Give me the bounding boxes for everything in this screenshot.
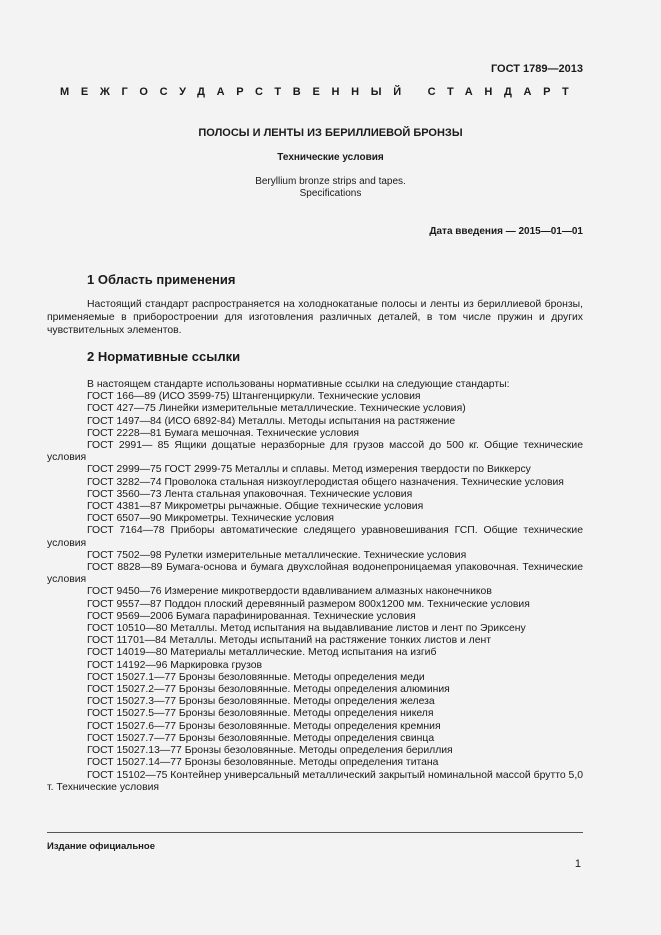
reference-item: ГОСТ 15027.13—77 Бронзы безоловянные. Методы определения бериллия — [87, 745, 453, 757]
reference-item: ГОСТ 7502—98 Рулетки измерительные металлические. Технические условия — [87, 549, 467, 561]
footer-divider — [47, 832, 583, 833]
section-2-heading: 2 Нормативные ссылки — [87, 349, 241, 364]
reference-item: ГОСТ 2228—81 Бумага мешочная. Технические условия — [87, 427, 360, 439]
reference-item: ГОСТ 15027.2—77 Бронзы безоловянные. Методы определения алюминия — [87, 684, 450, 696]
reference-item: ГОСТ 15027.5—77 Бронзы безоловянные. Методы определения никеля — [87, 708, 434, 720]
reference-item: ГОСТ 3282—74 Проволока стальная низкоуглеродистая общего назначения. Технические условия — [87, 476, 564, 488]
reference-item: ГОСТ 4381—87 Микрометры рычажные. Общие технические условия — [87, 501, 424, 513]
reference-item: ГОСТ 9450—76 Измерение микротвердости вдавливанием алмазных наконечников — [87, 586, 492, 598]
edition-label: Издание официальное — [47, 841, 155, 852]
reference-item: ГОСТ 10510—80 Металлы. Метод испытания на выдавливание листов и лент по Эриксену — [87, 623, 526, 635]
reference-item: ГОСТ 15102—75 Контейнер универсальный металлический закрытый номинальной массой брутто 5,0 т. Технические условия — [47, 769, 583, 793]
english-title — [0, 176, 661, 200]
document-subtitle: Технические условия — [277, 152, 384, 163]
section-1-heading: 1 Область применения — [87, 272, 236, 287]
reference-item: ГОСТ 427—75 Линейки измерительные металлические. Технические условия) — [87, 403, 466, 415]
reference-item: ГОСТ 6507—90 Микрометры. Технические условия — [87, 513, 335, 525]
reference-item: ГОСТ 9557—87 Поддон плоский деревянный размером 800х1200 мм. Технические условия — [87, 598, 530, 610]
interstate-standard-label: МЕЖГОСУДАРСТВЕННЫЙ СТАНДАРТ — [60, 86, 581, 98]
references-intro: В настоящем стандарте использованы нормативные ссылки на следующие стандарты: — [87, 379, 510, 390]
reference-item: ГОСТ 2991— 85 Ящики дощатые неразборные для грузов массой до 500 кг. Общие технические условия — [47, 440, 583, 464]
normative-references-list — [47, 379, 583, 794]
document-title: ПОЛОСЫ И ЛЕНТЫ ИЗ БЕРИЛЛИЕВОЙ БРОНЗЫ — [198, 127, 463, 139]
introduction-date: Дата введения — 2015—01—01 — [429, 226, 583, 237]
reference-item: ГОСТ 15027.6—77 Бронзы безоловянные. Методы определения кремния — [87, 720, 441, 732]
reference-item: ГОСТ 15027.14—77 Бронзы безоловянные. Методы определения титана — [87, 757, 439, 769]
reference-item: ГОСТ 1497—84 (ИСО 6892-84) Металлы. Методы испытания на растяжение — [87, 415, 456, 427]
reference-item: ГОСТ 7164—78 Приборы автоматические следящего уравновешивания ГСП. Общие технические условия — [47, 525, 583, 549]
reference-item: ГОСТ 11701—84 Металлы. Методы испытаний на растяжение тонких листов и лент — [87, 635, 492, 647]
reference-item: ГОСТ 3560—73 Лента стальная упаковочная. Технические условия — [87, 488, 413, 500]
reference-item: ГОСТ 14192—96 Маркировка грузов — [87, 659, 263, 671]
section-1-text: Настоящий стандарт распространяется на холоднокатаные полосы и ленты из бериллиевой бронзы, применяемые в приборостроении для изготовления различных деталей, в том числе пружин и других чувствительных элементов. — [47, 299, 583, 336]
reference-item: ГОСТ 14019—80 Материалы металлические. Метод испытания на изгиб — [87, 647, 437, 659]
reference-item: ГОСТ 15027.1—77 Бронзы безоловянные. Методы определения меди — [87, 671, 425, 683]
reference-item: ГОСТ 166—89 (ИСО 3599-75) Штангенциркули. Технические условия — [87, 391, 421, 403]
english-title-line1: Beryllium bronze strips and tapes. — [255, 176, 406, 187]
reference-item: ГОСТ 15027.7—77 Бронзы безоловянные. Методы определения свинца — [87, 732, 435, 744]
english-title-line2: Specifications — [299, 188, 362, 199]
reference-item: ГОСТ 2999—75 ГОСТ 2999-75 Металлы и сплавы. Метод измерения твердости по Виккерсу — [87, 464, 531, 476]
standard-number: ГОСТ 1789—2013 — [490, 63, 583, 75]
reference-item: ГОСТ 9569—2006 Бумага парафинированная. Технические условия — [87, 610, 416, 622]
page-number: 1 — [574, 858, 581, 870]
reference-item: ГОСТ 15027.3—77 Бронзы безоловянные. Методы определения железа — [87, 696, 435, 708]
reference-item: ГОСТ 8828—89 Бумага-основа и бумага двухслойная водонепроницаемая упаковочная. Технические условия — [47, 562, 583, 586]
